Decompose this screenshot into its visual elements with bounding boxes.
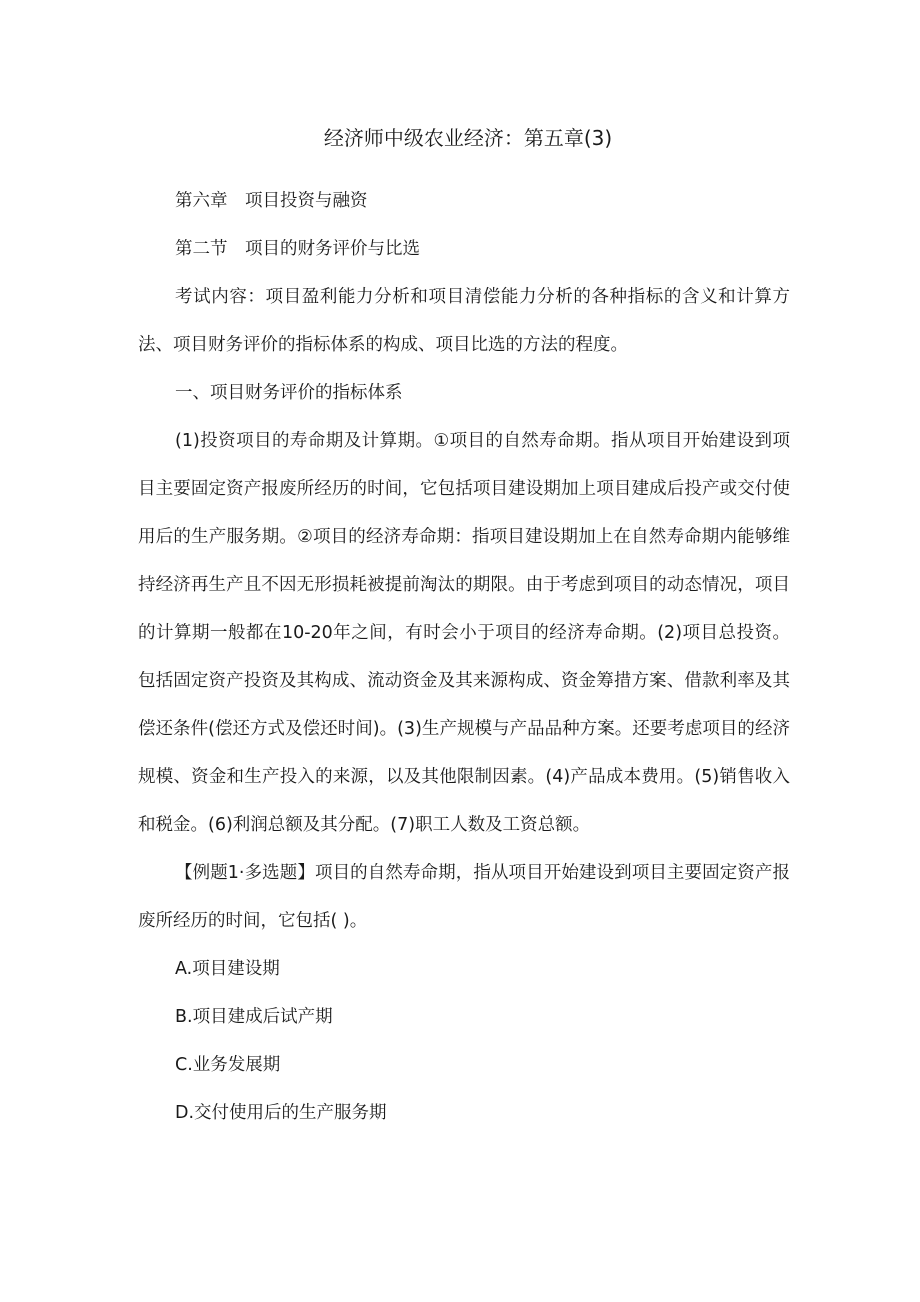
option-c: C.业务发展期	[175, 1055, 281, 1075]
section-heading: 第二节 项目的财务评价与比选	[175, 239, 420, 259]
body-paragraph: (1)投资项目的寿命期及计算期。①项目的自然寿命期。指从项目开始建设到项目主要固定资产报废所经历的时间，它包括项目建设期加上项目建成后投产或交付使用后的生产服务期。②项目的经济寿命期：指项目建设期加上在自然寿命期内能够维持经济再生产且不因无形损耗被提前淘汰的期限。由于考虑到项目的动态情况，项目的计算期一般都在10-20年之间，有时会小于项目的经济寿命期。(2)项目总投资。包括固定资产投资及其构成、流动资金及其来源构成、资金筹措方案、借款利率及其偿还条件(偿还方式及偿还时间)。(3)生产规模与产品品种方案。还要考虑项目的经济规模、资金和生产投入的来源，以及其他限制因素。(4)产品成本费用。(5)销售收入和税金。(6)利润总额及其分配。(7)职工人数及工资总额。	[138, 431, 790, 835]
chapter-heading: 第六章 项目投资与融资	[175, 191, 368, 211]
example-question: 【例题1·多选题】项目的自然寿命期，指从项目开始建设到项目主要固定资产报废所经历的时间，它包括( )。	[138, 863, 790, 931]
exam-content-paragraph: 考试内容：项目盈利能力分析和项目清偿能力分析的各种指标的含义和计算方法、项目财务评价的指标体系的构成、项目比选的方法的程度。	[138, 287, 790, 355]
option-d: D.交付使用后的生产服务期	[175, 1103, 387, 1123]
subheading-index-system: 一、项目财务评价的指标体系	[175, 383, 403, 403]
option-b: B.项目建成后试产期	[175, 1007, 333, 1027]
option-a: A.项目建设期	[175, 959, 280, 979]
document-title: 经济师中级农业经济：第五章(3)	[323, 126, 613, 150]
